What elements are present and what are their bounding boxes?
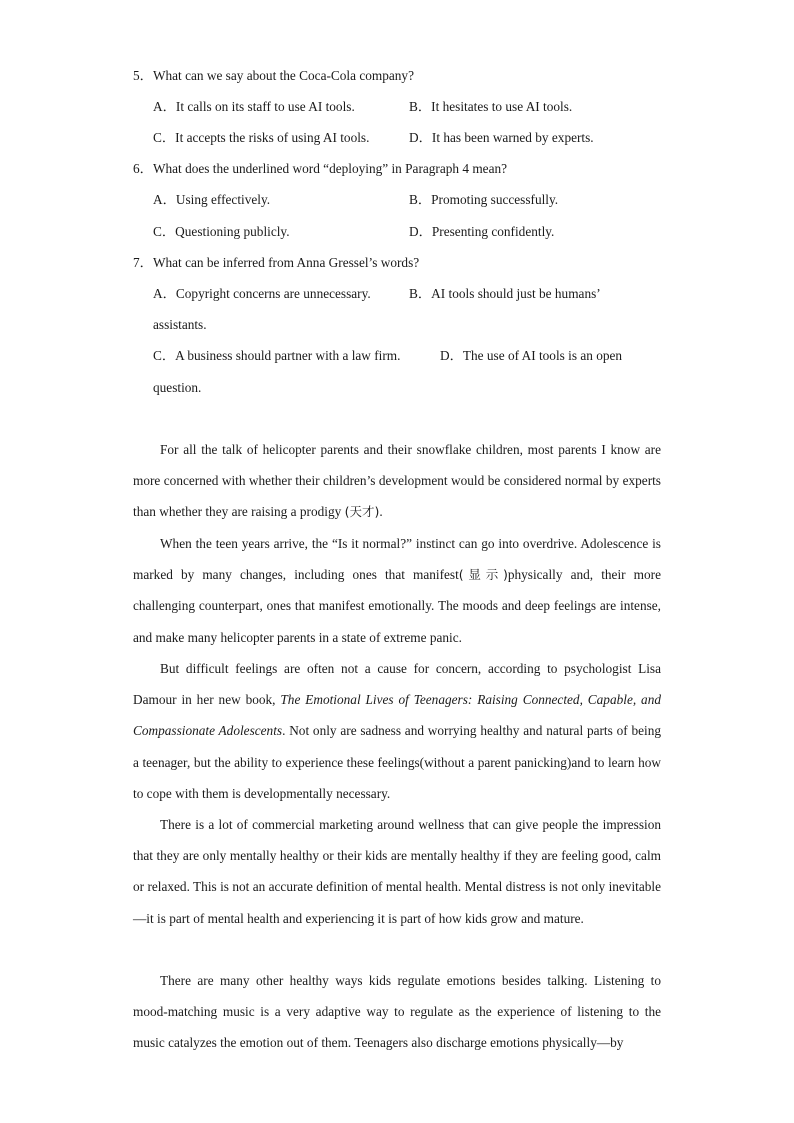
question-7-option-d: D．The use of AI tools is an open (440, 348, 623, 363)
chinese-gloss-manifest: (显示) (458, 567, 508, 583)
paragraph-3-text-a: But difficult feelings are often not a cause for concern, according to psychologist Lisa Damour in her new book, (133, 661, 661, 708)
paragraph-3-text-b: . Not only are sadness and worrying healthy and natural parts of being a teenager, but the ability to experience these feelings(without a parent panicking)and to learn how to cope with them is developmentally necessary. (133, 723, 661, 801)
passage-paragraph-5: There are many other healthy ways kids regulate emotions besides talking. Listening to mood-matching music is a very adaptive way to regulate as the experience of listening to the music catalyzes the emotion out of them. Teenagers also discharge emotions physically—by (133, 973, 661, 1051)
question-5-option-d: D．It has been warned by experts. (409, 130, 594, 145)
question-7-option-d-continued: question. (153, 380, 202, 395)
question-7-option-c: C．A business should partner with a law firm. (153, 348, 401, 363)
paragraph-1-end: . (379, 504, 383, 520)
question-6-option-b: B．Promoting successfully. (409, 192, 559, 207)
question-7-option-b-continued: assistants. (153, 317, 207, 332)
question-7-stem: 7．What can be inferred from Anna Gressel’s words? (133, 255, 420, 270)
passage-paragraph-2 (133, 528, 661, 653)
book-title: The Emotional Lives of Teenagers: Raising Connected, Capable, and Compassionate Adolescents (133, 692, 661, 739)
question-6-option-d: D．Presenting confidently. (409, 224, 555, 239)
question-7-option-b: B．AI tools should just be humans’ (409, 286, 601, 301)
passage-paragraph-3 (133, 653, 661, 809)
question-5-stem: 5．What can we say about the Coca-Cola company? (133, 68, 414, 83)
question-7-option-a: A．Copyright concerns are unnecessary. (153, 286, 371, 301)
passage-paragraph-1 (133, 434, 661, 528)
question-6-option-a: A．Using effectively. (153, 192, 271, 207)
question-6-option-c: C．Questioning publicly. (153, 224, 290, 239)
chinese-gloss-prodigy: (天才) (344, 504, 380, 520)
paragraph-2-text-b: physically and, their more challenging counterpart, ones that manifest emotionally. The moods and deep feelings are intense, and make many helicopter parents in a state of extreme panic. (133, 567, 661, 645)
question-5-option-a: A．It calls on its staff to use AI tools. (153, 99, 355, 114)
paragraph-2-text-a: When the teen years arrive, the “Is it normal?” instinct can go into overdrive. Adolescence is marked by many changes, including ones that manifest (133, 536, 661, 583)
question-5-option-b: B．It hesitates to use AI tools. (409, 99, 573, 114)
question-5-option-c: C．It accepts the risks of using AI tools. (153, 130, 370, 145)
question-6-stem: 6．What does the underlined word “deploying” in Paragraph 4 mean? (133, 161, 508, 176)
passage-paragraph-4: There is a lot of commercial marketing around wellness that can give people the impression that they are only mentally healthy or their kids are mentally healthy if they are feeling good, calm or relaxed. This is not an accurate definition of mental health. Mental distress is not only inevitable—it is part of mental health and experiencing it is part of how kids grow and mature. (133, 817, 661, 926)
paragraph-1-text: For all the talk of helicopter parents and their snowflake children, most parents I know are more concerned with whether their children’s development would be considered normal by experts than whether they are raising a prodigy (133, 442, 661, 520)
